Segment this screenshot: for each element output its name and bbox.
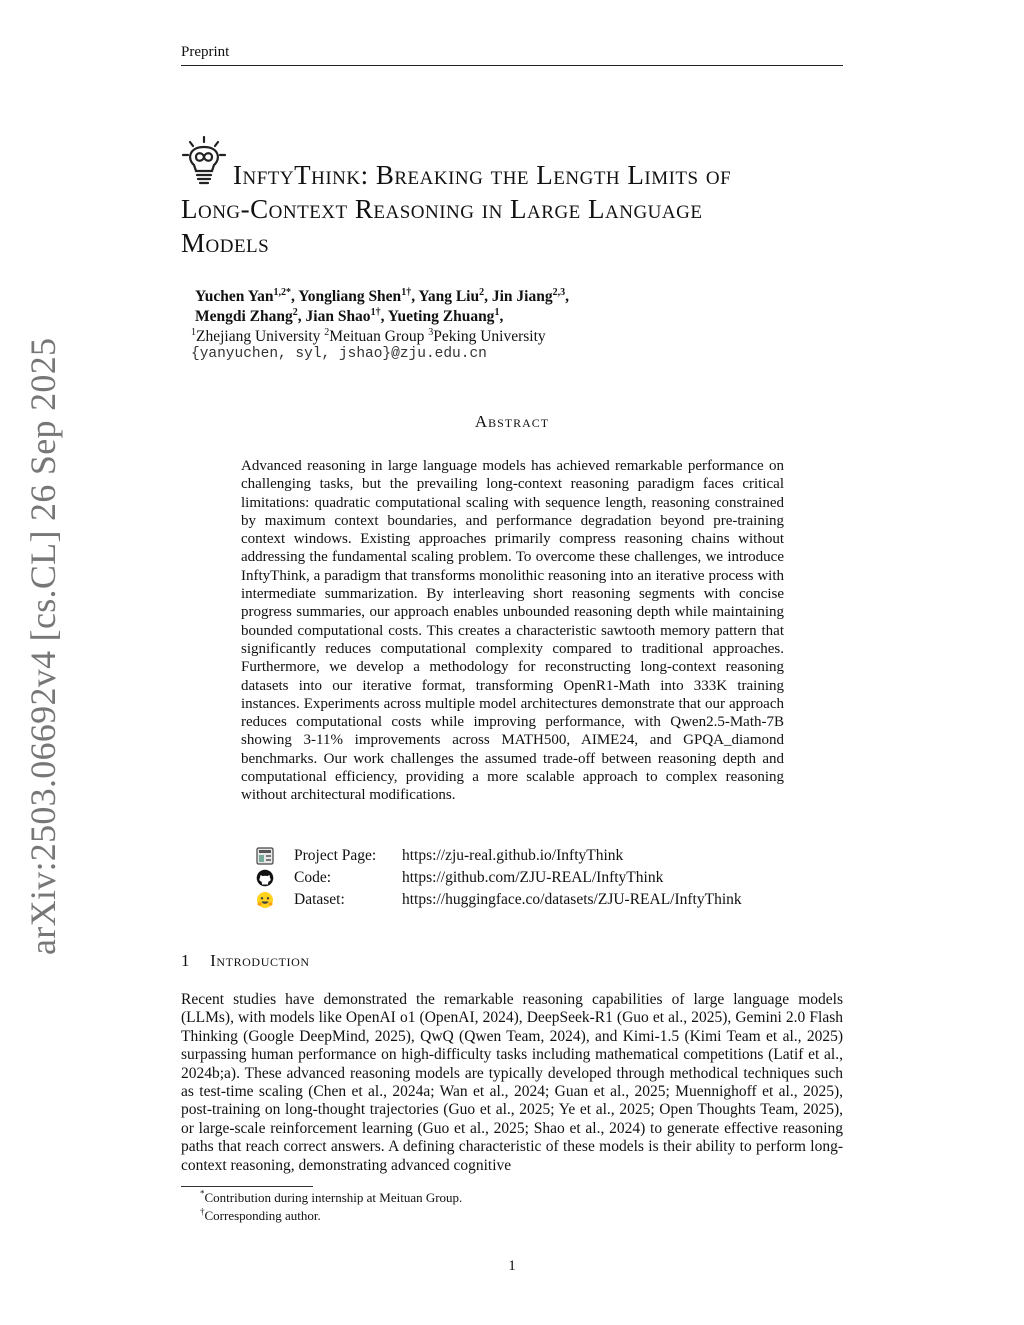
title-line-1: InftyThink: Breaking the Length Limits of xyxy=(233,160,732,190)
abstract-body: Advanced reasoning in large language models has achieved remarkable performance on challenging tasks, but the prevailing long-context reasoning paradigm faces critical limitations: quadratic computational scaling with sequence length, reasoning constrained by maximum context boundaries, and performance degradation beyond pre-training context windows. Existing approaches primarily compress reasoning chains without addressing the fundamental scaling problem. To overcome these challenges, we introduce InftyThink, a paradigm that transforms monolithic reasoning into an iterative process with intermediate summarization. By interleaving short reasoning segments with concise progress summaries, our approach enables unbounded reasoning depth while maintaining bounded computational costs. This creates a characteristic sawtooth memory pattern that significantly reduces computational complexity compared to traditional approaches. Furthermore, we develop a methodology for reconstructing long-context reasoning datasets into our iterative format, transforming OpenR1-Math into 333K training instances. Experiments across multiple model architectures demonstrate that our approach reduces computational costs while improving performance, with Qwen2.5-Math-7B showing 3-11% improvements across MATH500, AIME24, and GPQA_diamond benchmarks. Our work challenges the assumed trade-off between reasoning depth and computational efficiency, providing a more scalable approach to complex reasoning without architectural modifications. xyxy=(241,458,784,804)
header-rule xyxy=(181,65,843,66)
code-link[interactable]: https://github.com/ZJU-REAL/InftyThink xyxy=(402,869,664,886)
dataset-link[interactable]: https://huggingface.co/datasets/ZJU-REAL/InftyThink xyxy=(402,891,742,908)
project-page-icon xyxy=(256,847,274,865)
author-name: Jin Jiang xyxy=(491,288,553,305)
section-title: Introduction xyxy=(210,951,310,970)
arxiv-sidebar-stamp: arXiv:2503.06692v4 [cs.CL] 26 Sep 2025 xyxy=(23,337,63,955)
footnotes xyxy=(200,1189,462,1225)
link-label: Dataset: xyxy=(294,891,345,908)
paper-title xyxy=(181,158,846,260)
github-icon xyxy=(256,869,274,887)
section-number: 1 xyxy=(181,951,191,970)
link-label: Project Page: xyxy=(294,847,377,864)
author-name: Yang Liu xyxy=(418,288,480,305)
footnote: *Contribution during internship at Meituan Group. xyxy=(200,1188,463,1205)
footnote-rule xyxy=(181,1186,313,1187)
footnote: †Corresponding author. xyxy=(200,1206,321,1223)
huggingface-icon xyxy=(256,891,274,909)
affiliation: Zhejiang University xyxy=(196,328,321,345)
affiliation: Meituan Group xyxy=(329,328,425,345)
page-number: 1 xyxy=(508,1258,516,1274)
introduction-body: Recent studies have demonstrated the remarkable reasoning capabilities of large language models (LLMs), with models like OpenAI o1 (OpenAI, 2024), DeepSeek-R1 (Guo et al., 2025), Gemini 2.0 Flash Thinking (Google DeepMind, 2025), QwQ (Qwen Team, 2024), and Kimi-1.5 (Kimi Team et al., 2025) surpassing human performance on high-difficulty tasks including mathematical competitions (Latif et al., 2024b;a). These advanced reasoning models are typically developed through methodical techniques such as test-time scaling (Chen et al., 2024a; Wan et al., 2024; Guan et al., 2025; Muennighoff et al., 2025), post-training on long-thought trajectories (Guo et al., 2025; Ye et al., 2025; Open Thoughts Team, 2025), or large-scale reinforcement learning (Guo et al., 2025; Shao et al., 2024) to generate effective reasoning paths that reach correct answers. A defining characteristic of these models is their ability to perform long-context reasoning, demonstrating advanced cognitive xyxy=(181,991,843,1174)
project-page-link[interactable]: https://zju-real.github.io/InftyThink xyxy=(402,847,624,864)
affiliations: $^1$Zhejiang University $^2$Meituan Group $^3$Peking University xyxy=(191,326,546,345)
title-line-3: Models xyxy=(181,228,270,258)
author-emails: {yanyuchen, syl, jshao}@zju.edu.cn xyxy=(191,346,487,362)
author-list: Yuchen Yan$^{1,2*}$, Yongliang Shen$^{1\dagger}$, Yang Liu$^2$, Jin Jiang$^{2,3}$, Mengdi Zhang$^2$, Jian Shao$^{1\dagger}$, Yueting Zhuang$^1$, xyxy=(195,286,569,325)
author-name: Yongliang Shen xyxy=(298,288,402,305)
abstract-heading: Abstract xyxy=(474,412,550,431)
link-label: Code: xyxy=(294,869,332,886)
running-head: Preprint xyxy=(181,44,230,60)
author-name: Yuchen Yan xyxy=(195,288,274,305)
author-name: Yueting Zhuang xyxy=(387,308,495,325)
section-heading-introduction xyxy=(181,951,310,971)
title-line-2: Long-Context Reasoning in Large Language xyxy=(181,194,703,224)
affiliation: Peking University xyxy=(433,328,546,345)
author-name: Mengdi Zhang xyxy=(195,308,293,325)
author-name: Jian Shao xyxy=(305,308,371,325)
